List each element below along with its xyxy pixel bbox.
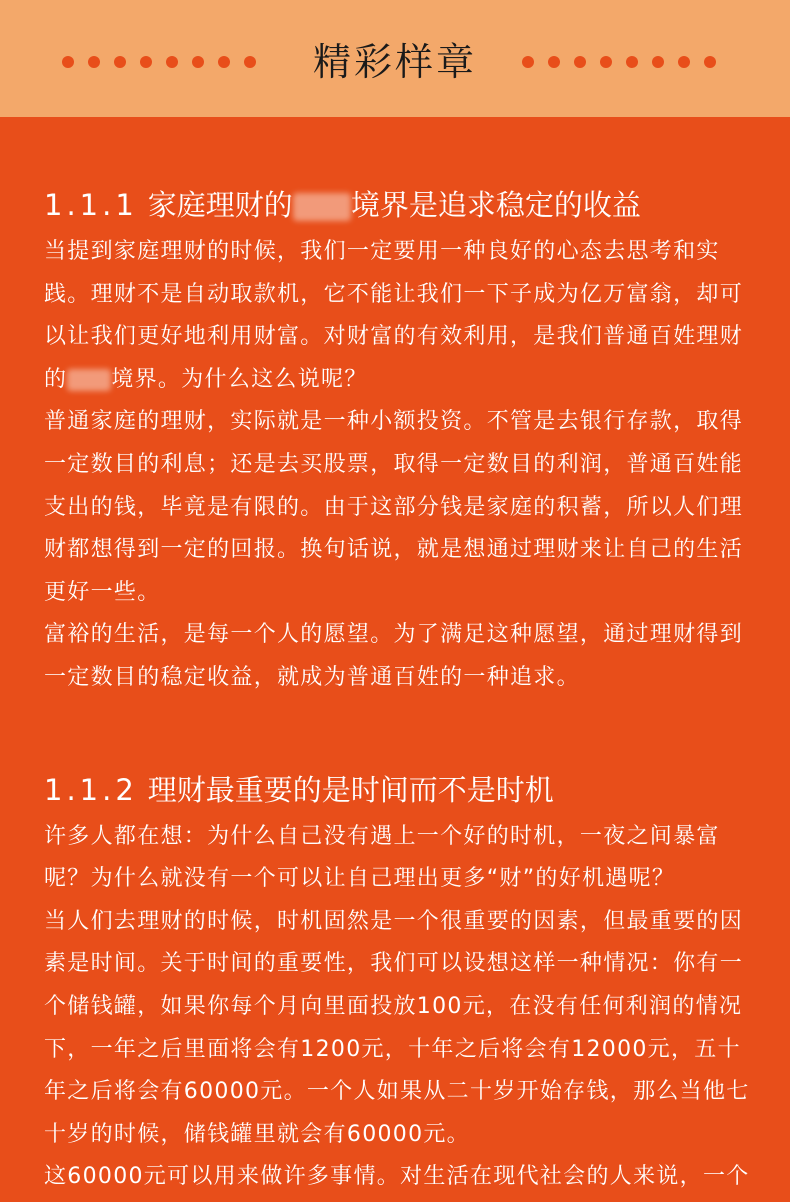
heading-text-part2: 境界是追求稳定的收益 [350, 188, 641, 222]
dot [574, 56, 586, 68]
paragraph: 当人们去理财的时候，时机固然是一个很重要的因素，但最重要的因素是时间。关于时间的重要性，我们可以设想这样一种情况：你有一个储钱罐，如果你每个月向里面投放100元，在没有任何利润的情况下，一年之后里面将会有1200元，十年之后将会有12000元，五十年之后将会有60000元。一个人如果从二十岁开始存钱，那么当他七十岁的时候，储钱罐里就会有60000元。 [44, 908, 750, 1147]
page-title: 精彩样章 [312, 40, 477, 84]
dot [548, 56, 560, 68]
dot [704, 56, 716, 68]
section-number: 1.1.1 [44, 188, 138, 222]
section-number: 1.1.2 [44, 772, 138, 807]
paragraph-text: 当提到家庭理财的时候，我们一定要用一种良好的心态去思考和实践。理财不是自动取款机，它不能让我们一下子成为亿万富翁，却可以让我们更好地利用财富。对财富的有效利用，是我们普通百姓理财的 [44, 239, 744, 392]
dot [626, 56, 638, 68]
page-header [0, 0, 790, 117]
dot [678, 56, 690, 68]
heading-text-part1: 家庭理财的 [147, 188, 293, 222]
heading-text: 理财最重要的是时间而不是时机 [147, 772, 554, 807]
redacted-blur [293, 193, 351, 221]
section-heading-1-1-2 [44, 770, 752, 810]
dot [522, 56, 534, 68]
paragraph-text: 境界。为什么这么说呢？ [111, 366, 368, 392]
paragraph: 这60000元可以用来做许多事情。对生活在现代社会的人来说，一个 [44, 1164, 750, 1190]
section-heading-1-1-1 [44, 185, 752, 225]
redacted-blur [67, 369, 111, 391]
paragraph: 富裕的生活，是每一个人的愿望。为了满足这种愿望，通过理财得到一定数目的稳定收益，就成为普通百姓的一种追求。 [44, 622, 744, 690]
paragraph: 许多人都在想：为什么自己没有遇上一个好的时机，一夜之间暴富呢？为什么就没有一个可以让自己理出更多“财”的好机遇呢？ [44, 823, 720, 892]
dot [652, 56, 664, 68]
paragraph: 普通家庭的理财，实际就是一种小额投资。不管是去银行存款，取得一定数目的利息；还是去买股票，取得一定数目的利润，普通百姓能支出的钱，毕竟是有限的。由于这部分钱是家庭的积蓄，所以人们理财都想得到一定的回报。换句话说，就是想通过理财来让自己的生活更好一些。 [44, 409, 744, 605]
paragraph [44, 231, 752, 401]
article-content [0, 185, 790, 1199]
dot [600, 56, 612, 68]
decorative-dots-right [522, 56, 716, 68]
